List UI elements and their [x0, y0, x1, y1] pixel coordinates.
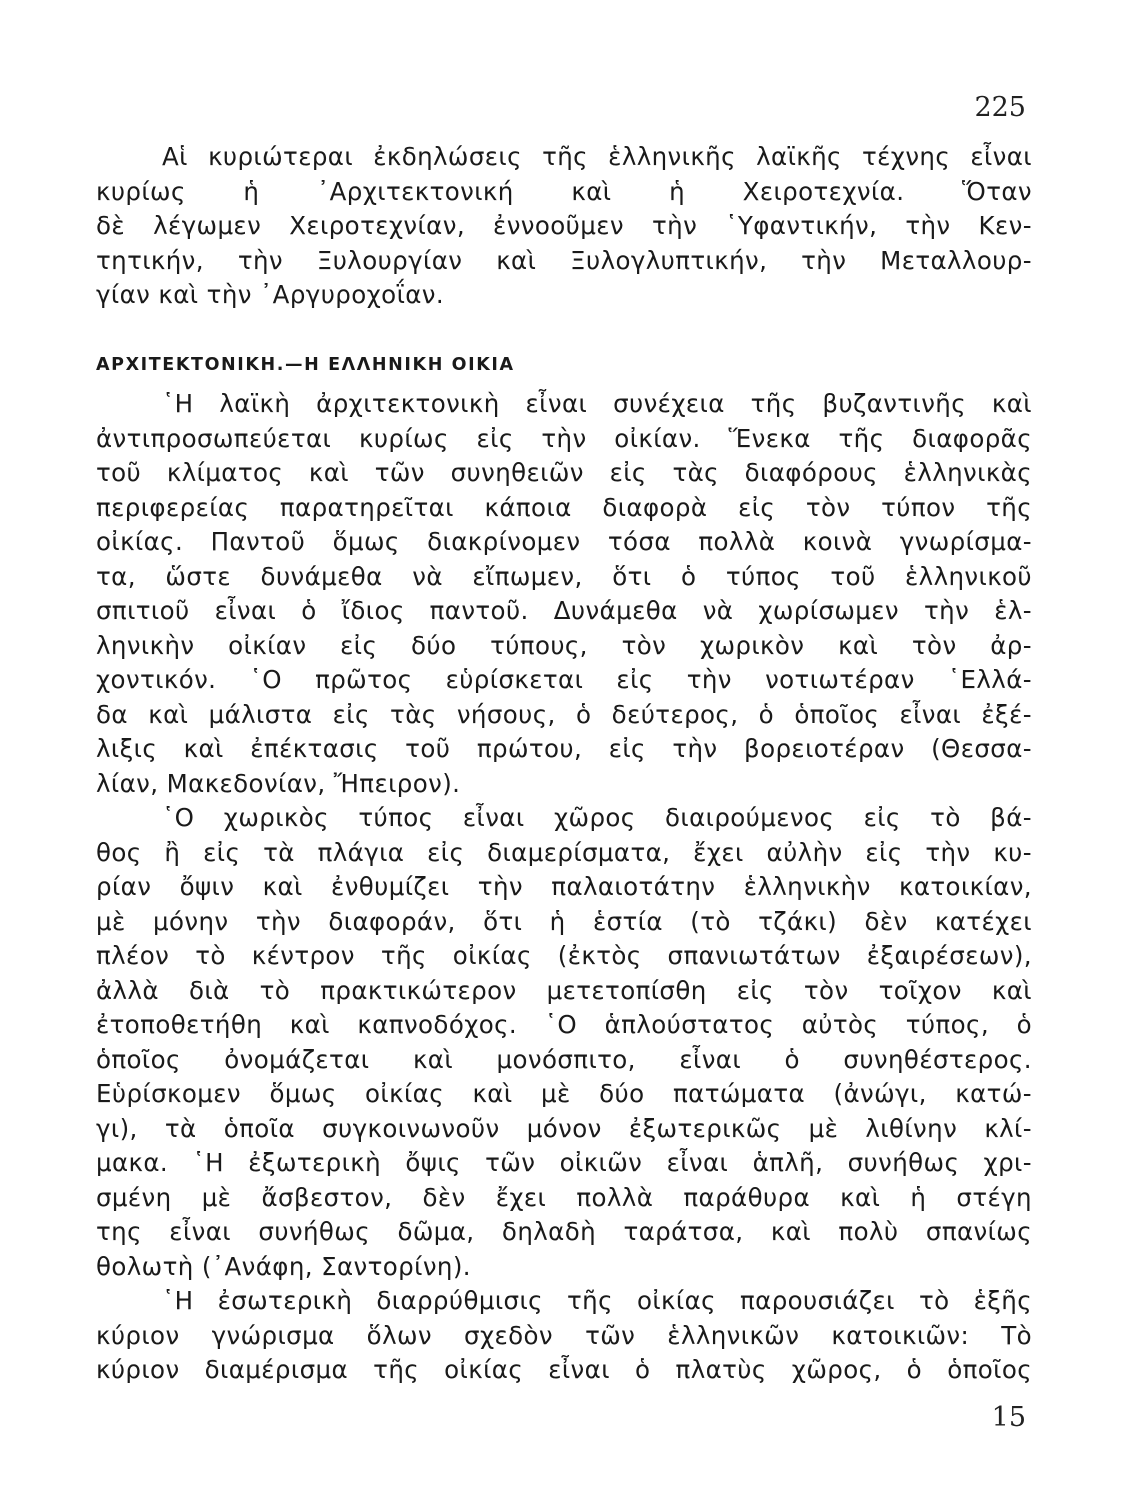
- text-line: της εἶναι συνήθως δῶμα, δηλαδὴ ταράτσα, καὶ πολὺ σπανίως: [96, 1217, 1032, 1246]
- text-line: Εὑρίσκομεν ὅμως οἰκίας καὶ μὲ δύο πατώματα (ἀνώγι, κατώ-: [96, 1079, 1032, 1108]
- text-line: ἀλλὰ διὰ τὸ πρακτικώτερον μετετοπίσθη εἰς τὸν τοῖχον καὶ: [96, 975, 1032, 1005]
- text-line: κύριον γνώρισμα ὅλων σχεδὸν τῶν ἑλληνικῶν κατοικιῶν: Τὸ: [96, 1320, 1032, 1350]
- text-line: ὁποῖος ὀνομάζεται καὶ μονόσπιτο, εἶναι ὁ συνηθέστερος.: [96, 1044, 1032, 1074]
- text-line: ῾Ο χωρικὸς τύπος εἶναι χῶρος διαιρούμενος εἰς τὸ βά-: [162, 803, 1032, 832]
- text-line: χοντικόν. ῾Ο πρῶτος εὑρίσκεται εἰς τὴν νοτιωτέραν ῾Ελλά-: [96, 665, 1032, 694]
- text-line: τητικήν, τὴν Ξυλουργίαν καὶ Ξυλογλυπτικήν, τὴν Μεταλλουρ-: [96, 245, 1032, 275]
- text-line: κυρίως ἡ ᾽Αρχιτεκτονική καὶ ἡ Χειροτεχνία. Ὅταν: [96, 176, 1032, 206]
- text-line: δὲ λέγωμεν Χειροτεχνίαν, ἐννοοῦμεν τὴν ῾Υφαντικήν, τὴν Κεν-: [96, 211, 1032, 240]
- section-heading: ΑΡΧΙΤΕΚΤΟΝΙΚΗ.—Η ΕΛΛΗΝΙΚΗ ΟΙΚΙΑ: [96, 355, 515, 375]
- text-line: μὲ μόνην τὴν διαφοράν, ὅτι ἡ ἑστία (τὸ τζάκι) δὲν κατέχει: [96, 906, 1032, 936]
- text-line: περιφερείας παρατηρεῖται κάποια διαφορὰ εἰς τὸν τύπον τῆς: [96, 492, 1032, 522]
- text-line: δα καὶ μάλιστα εἰς τὰς νήσους, ὁ δεύτερος, ὁ ὁποῖος εἶναι ἐξέ-: [96, 699, 1032, 729]
- text-line: σπιτιοῦ εἶναι ὁ ἴδιος παντοῦ. Δυνάμεθα νὰ χωρίσωμεν τὴν ἑλ-: [96, 596, 1032, 625]
- text-line: ρίαν ὄψιν καὶ ἐνθυμίζει τὴν παλαιοτάτην ἑλληνικὴν κατοικίαν,: [96, 872, 1032, 901]
- text-line: γίαν καὶ τὴν ᾽Αργυροχοΐαν.: [96, 280, 445, 309]
- text-line: τα, ὥστε δυνάμεθα νὰ εἴπωμεν, ὅτι ὁ τύπος τοῦ ἑλληνικοῦ: [96, 561, 1032, 591]
- text-line: θολωτὴ (᾽Ανάφη, Σαντορίνη).: [96, 1251, 471, 1281]
- text-line: σμένη μὲ ἄσβεστον, δὲν ἔχει πολλὰ παράθυρα καὶ ἡ στέγη: [96, 1182, 1032, 1212]
- signature-number: 15: [991, 1402, 1026, 1433]
- text-line: οἰκίας. Παντοῦ ὅμως διακρίνομεν τόσα πολλὰ κοινὰ γνωρίσμα-: [96, 527, 1032, 556]
- main-text: [96, 387, 1032, 1388]
- text-line: θος ἢ εἰς τὰ πλάγια εἰς διαμερίσματα, ἔχει αὐλὴν εἰς τὴν κυ-: [96, 837, 1032, 867]
- text-line: ῾Η ἐσωτερικὴ διαρρύθμισις τῆς οἰκίας παρουσιάζει τὸ ἑξῆς: [162, 1286, 1032, 1315]
- text-line: τοῦ κλίματος καὶ τῶν συνηθειῶν εἰς τὰς διαφόρους ἑλληνικὰς: [96, 458, 1032, 487]
- text-line: κύριον διαμέρισμα τῆς οἰκίας εἶναι ὁ πλατὺς χῶρος, ὁ ὁποῖος: [96, 1355, 1032, 1384]
- page-number: 225: [974, 92, 1026, 123]
- text-line: Αἱ κυριώτεραι ἐκδηλώσεις τῆς ἑλληνικῆς λαϊκῆς τέχνης εἶναι: [162, 142, 1032, 171]
- intro-paragraph: [96, 140, 1032, 313]
- text-line: πλέον τὸ κέντρον τῆς οἰκίας (ἐκτὸς σπανιωτάτων ἐξαιρέσεων),: [96, 941, 1032, 970]
- text-line: ἀντιπροσωπεύεται κυρίως εἰς τὴν οἰκίαν. Ἕνεκα τῆς διαφορᾶς: [96, 423, 1032, 453]
- text-line: λίαν, Μακεδονίαν, Ἤπειρον).: [96, 768, 461, 798]
- text-line: μακα. ῾Η ἐξωτερικὴ ὄψις τῶν οἰκιῶν εἶναι ἁπλῆ, συνήθως χρι-: [96, 1148, 1032, 1177]
- text-line: ἐτοποθετήθη καὶ καπνοδόχος. ῾Ο ἁπλούστατος αὐτὸς τύπος, ὁ: [96, 1010, 1032, 1039]
- text-line: ληνικὴν οἰκίαν εἰς δύο τύπους, τὸν χωρικὸν καὶ τὸν ἀρ-: [96, 630, 1032, 660]
- text-line: ῾Η λαϊκὴ ἀρχιτεκτονικὴ εἶναι συνέχεια τῆς βυζαντινῆς καὶ: [162, 389, 1032, 418]
- text-line: γι), τὰ ὁποῖα συγκοινωνοῦν μόνον ἐξωτερικῶς μὲ λιθίνην κλί-: [96, 1113, 1032, 1143]
- text-line: λιξις καὶ ἐπέκτασις τοῦ πρώτου, εἰς τὴν βορειοτέραν (Θεσσα-: [96, 734, 1032, 763]
